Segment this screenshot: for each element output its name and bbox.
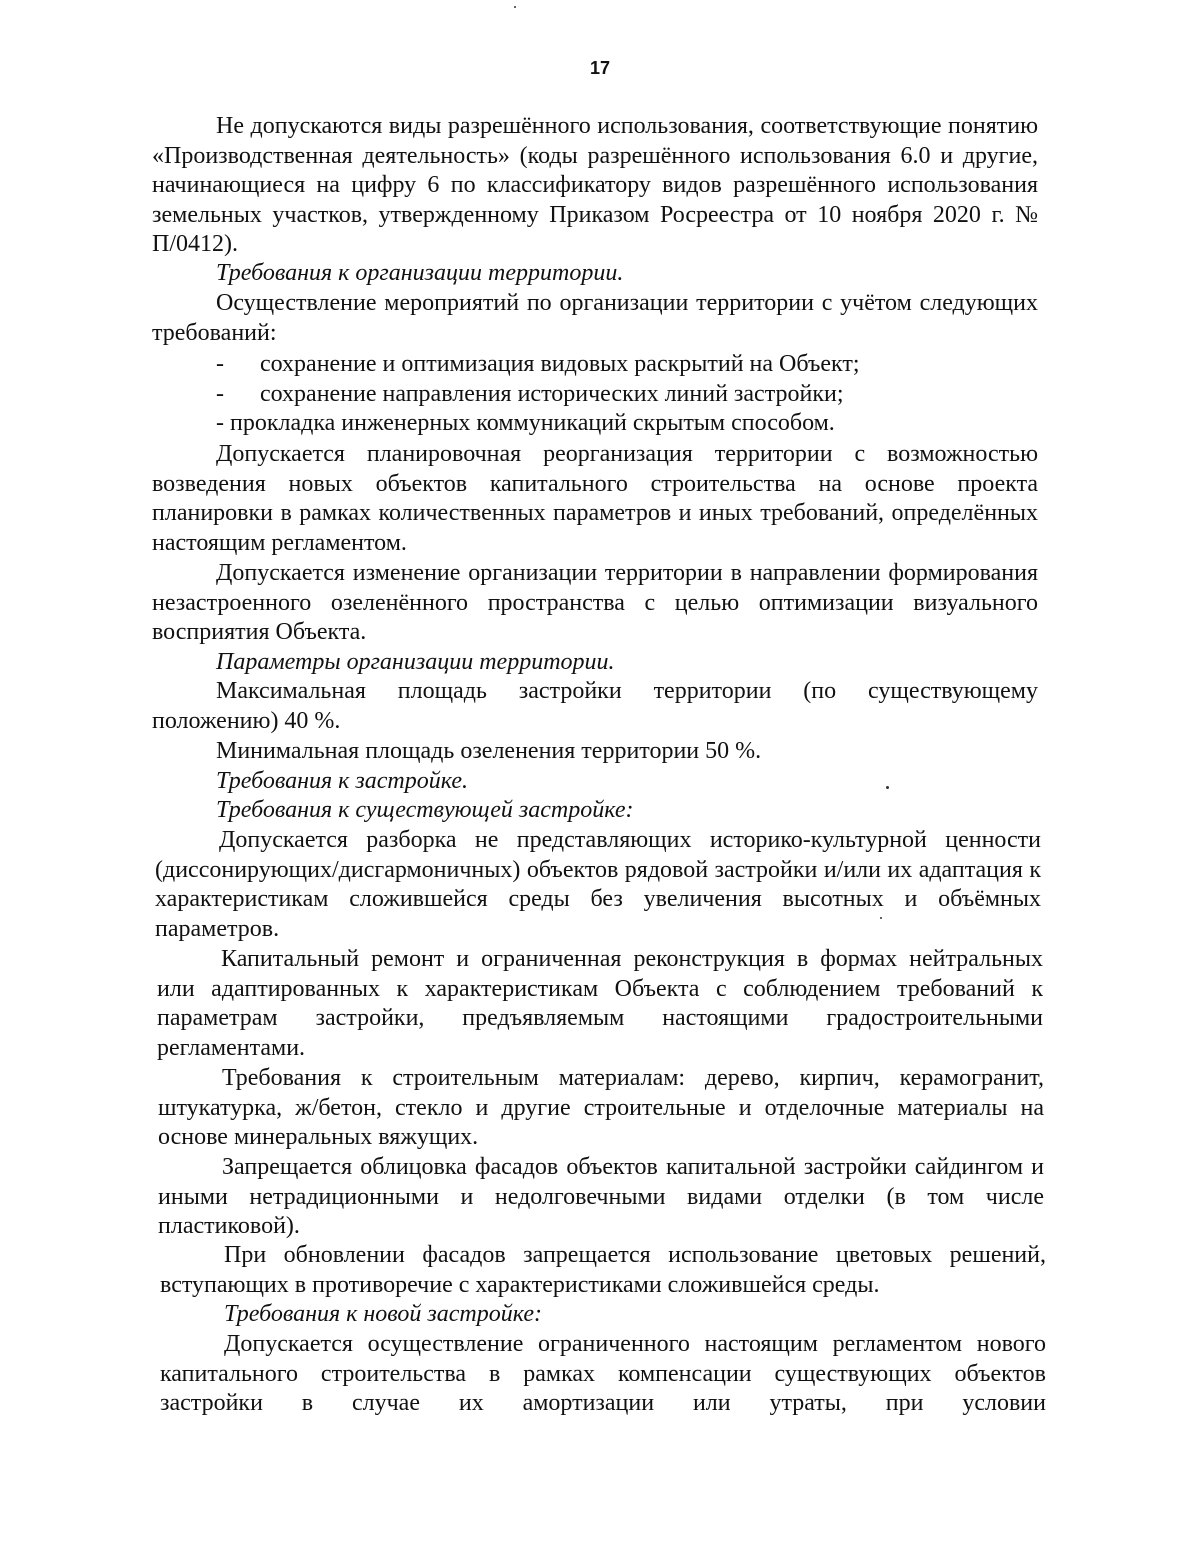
paragraph: Максимальная площадь застройки территории (по существующему положению) 40 %. <box>152 678 1038 734</box>
paragraph: Осуществление мероприятий по организации территории с учётом следующих требований: <box>152 290 1038 346</box>
paragraph: Капитальный ремонт и ограниченная реконструкция в формах нейтральных или адаптированных к характеристикам Объекта с соблюдением требований к параметрам застройки, предъявляемым настоящими градостроительными регламентами. <box>157 946 1043 1061</box>
paragraph: Минимальная площадь озеленения территории 50 %. <box>216 738 762 764</box>
list-item: - сохранение и оптимизация видовых раскрытий на Объект; <box>216 351 860 377</box>
section-heading: Требования к организации территории. <box>216 260 624 286</box>
list-item: - прокладка инженерных коммуникаций скрытым способом. <box>216 410 835 436</box>
paragraph: Допускается изменение организации территории в направлении формирования незастроенного озеленённого пространства с целью оптимизации визуального восприятия Объекта. <box>152 560 1038 646</box>
section-heading: Параметры организации территории. <box>216 649 615 675</box>
paragraph: Требования к строительным материалам: дерево, кирпич, керамогранит, штукатурка, ж/бетон, стекло и другие строительные и отделочные материалы на основе минеральных вяжущих. <box>158 1065 1044 1151</box>
section-heading: Требования к существующей застройке: <box>216 797 634 823</box>
paragraph: Запрещается облицовка фасадов объектов капитальной застройки сайдингом и иными нетрадиционными и недолговечными видами отделки (в том числе пластиковой). <box>158 1154 1044 1240</box>
paragraph: Допускается разборка не представляющих историко-культурной ценности (диссонирующих/дисгармоничных) объектов рядовой застройки и/или их адаптация к характеристикам сложившейся среды без увеличения высотных и объёмных параметров. <box>155 827 1041 942</box>
paragraph: Допускается планировочная реорганизация территории с возможностью возведения новых объектов капитального строительства на основе проекта планировки в рамках количественных параметров и иных требований, определённых настоящим регламентом. <box>152 441 1038 556</box>
paragraph: Не допускаются виды разрешённого использования, соответствующие понятию «Производственная деятельность» (коды разрешённого использования 6.0 и другие, начинающиеся на цифру 6 по классификатору видов разрешённого использования земельных участков, утвержденному Приказом Росреестра от 10 ноября 2020 г. № П/0412). <box>152 113 1038 258</box>
scan-speck <box>514 6 516 8</box>
paragraph: Допускается осуществление ограниченного настоящим регламентом нового капитального строительства в рамках компенсации существующих объектов застройки в случае их амортизации или утраты, при условии <box>160 1331 1046 1417</box>
paragraph: При обновлении фасадов запрещается использование цветовых решений, вступающих в противоречие с характеристиками сложившейся среды. <box>160 1242 1046 1298</box>
scan-speck <box>886 786 889 789</box>
scan-speck <box>880 917 882 919</box>
list-item: - сохранение направления исторических линий застройки; <box>216 381 844 407</box>
section-heading: Требования к застройке. <box>216 768 469 794</box>
section-heading: Требования к новой застройке: <box>224 1301 543 1327</box>
page-number: 17 <box>589 58 611 78</box>
